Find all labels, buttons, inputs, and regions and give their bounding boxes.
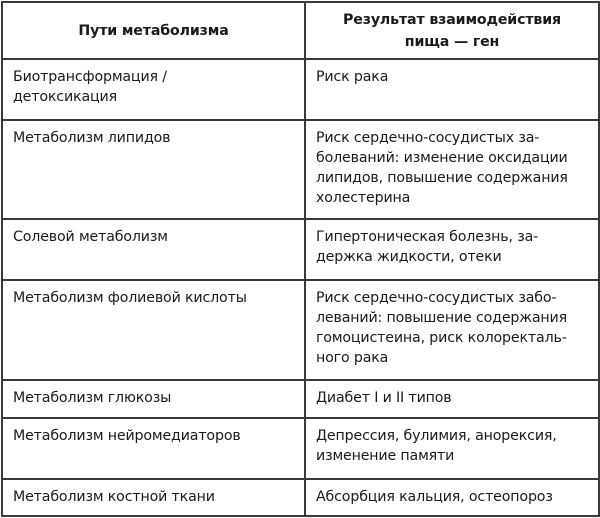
table-row bbox=[2, 120, 599, 219]
cell-text: изменение памяти bbox=[316, 448, 455, 464]
header-result bbox=[305, 2, 599, 59]
result-cell bbox=[305, 418, 599, 479]
cell-text: липидов, повышение содержания bbox=[316, 170, 568, 186]
result-cell bbox=[305, 59, 599, 120]
cell-text: болеваний: изменение оксидации bbox=[316, 150, 568, 166]
cell-text: детоксикация bbox=[13, 89, 117, 105]
result-cell bbox=[305, 280, 599, 380]
cell-text: Абсорбция кальция, остеопороз bbox=[316, 489, 553, 505]
metabolism-table bbox=[1, 1, 600, 517]
cell-text: ного рака bbox=[316, 350, 389, 366]
header-pathways bbox=[2, 2, 305, 59]
cell-text: Метаболизм липидов bbox=[13, 130, 171, 146]
table-row bbox=[2, 219, 599, 280]
table-row bbox=[2, 280, 599, 380]
table-row bbox=[2, 380, 599, 418]
cell-text: холестерина bbox=[316, 190, 411, 206]
header-text: Пути метаболизма bbox=[78, 22, 229, 39]
pathway-cell bbox=[2, 380, 305, 418]
cell-text: Гипертоническая болезнь, за- bbox=[316, 229, 539, 245]
table-row bbox=[2, 59, 599, 120]
cell-text: Солевой метаболизм bbox=[13, 229, 168, 245]
result-cell bbox=[305, 120, 599, 219]
cell-text: Риск сердечно-сосудистых за- bbox=[316, 130, 540, 146]
cell-text: держка жидкости, отеки bbox=[316, 249, 502, 265]
cell-text: Риск рака bbox=[316, 69, 389, 85]
table-row bbox=[2, 418, 599, 479]
header-text: Результат взаимодействия bbox=[343, 11, 561, 28]
pathway-cell bbox=[2, 479, 305, 516]
cell-text: Депрессия, булимия, анорексия, bbox=[316, 428, 557, 444]
cell-text: леваний: повышение содержания bbox=[316, 310, 568, 326]
pathway-cell bbox=[2, 418, 305, 479]
header-row bbox=[2, 2, 599, 59]
cell-text: Метаболизм костной ткани bbox=[13, 489, 215, 505]
cell-text: Диабет I и II типов bbox=[316, 390, 452, 406]
header-text: пища — ген bbox=[404, 33, 500, 50]
table-row bbox=[2, 479, 599, 516]
result-cell bbox=[305, 380, 599, 418]
pathway-cell bbox=[2, 219, 305, 280]
cell-text: Метаболизм глюкозы bbox=[13, 390, 172, 406]
pathway-cell bbox=[2, 120, 305, 219]
cell-text: Биотрансформация / bbox=[13, 69, 167, 85]
pathway-cell bbox=[2, 280, 305, 380]
cell-text: Метаболизм нейромедиаторов bbox=[13, 428, 241, 444]
result-cell bbox=[305, 479, 599, 516]
cell-text: гомоцистеина, риск колоректаль- bbox=[316, 330, 567, 346]
cell-text: Риск сердечно-сосудистых забо- bbox=[316, 290, 557, 306]
result-cell bbox=[305, 219, 599, 280]
pathway-cell bbox=[2, 59, 305, 120]
cell-text: Метаболизм фолиевой кислоты bbox=[13, 290, 247, 306]
